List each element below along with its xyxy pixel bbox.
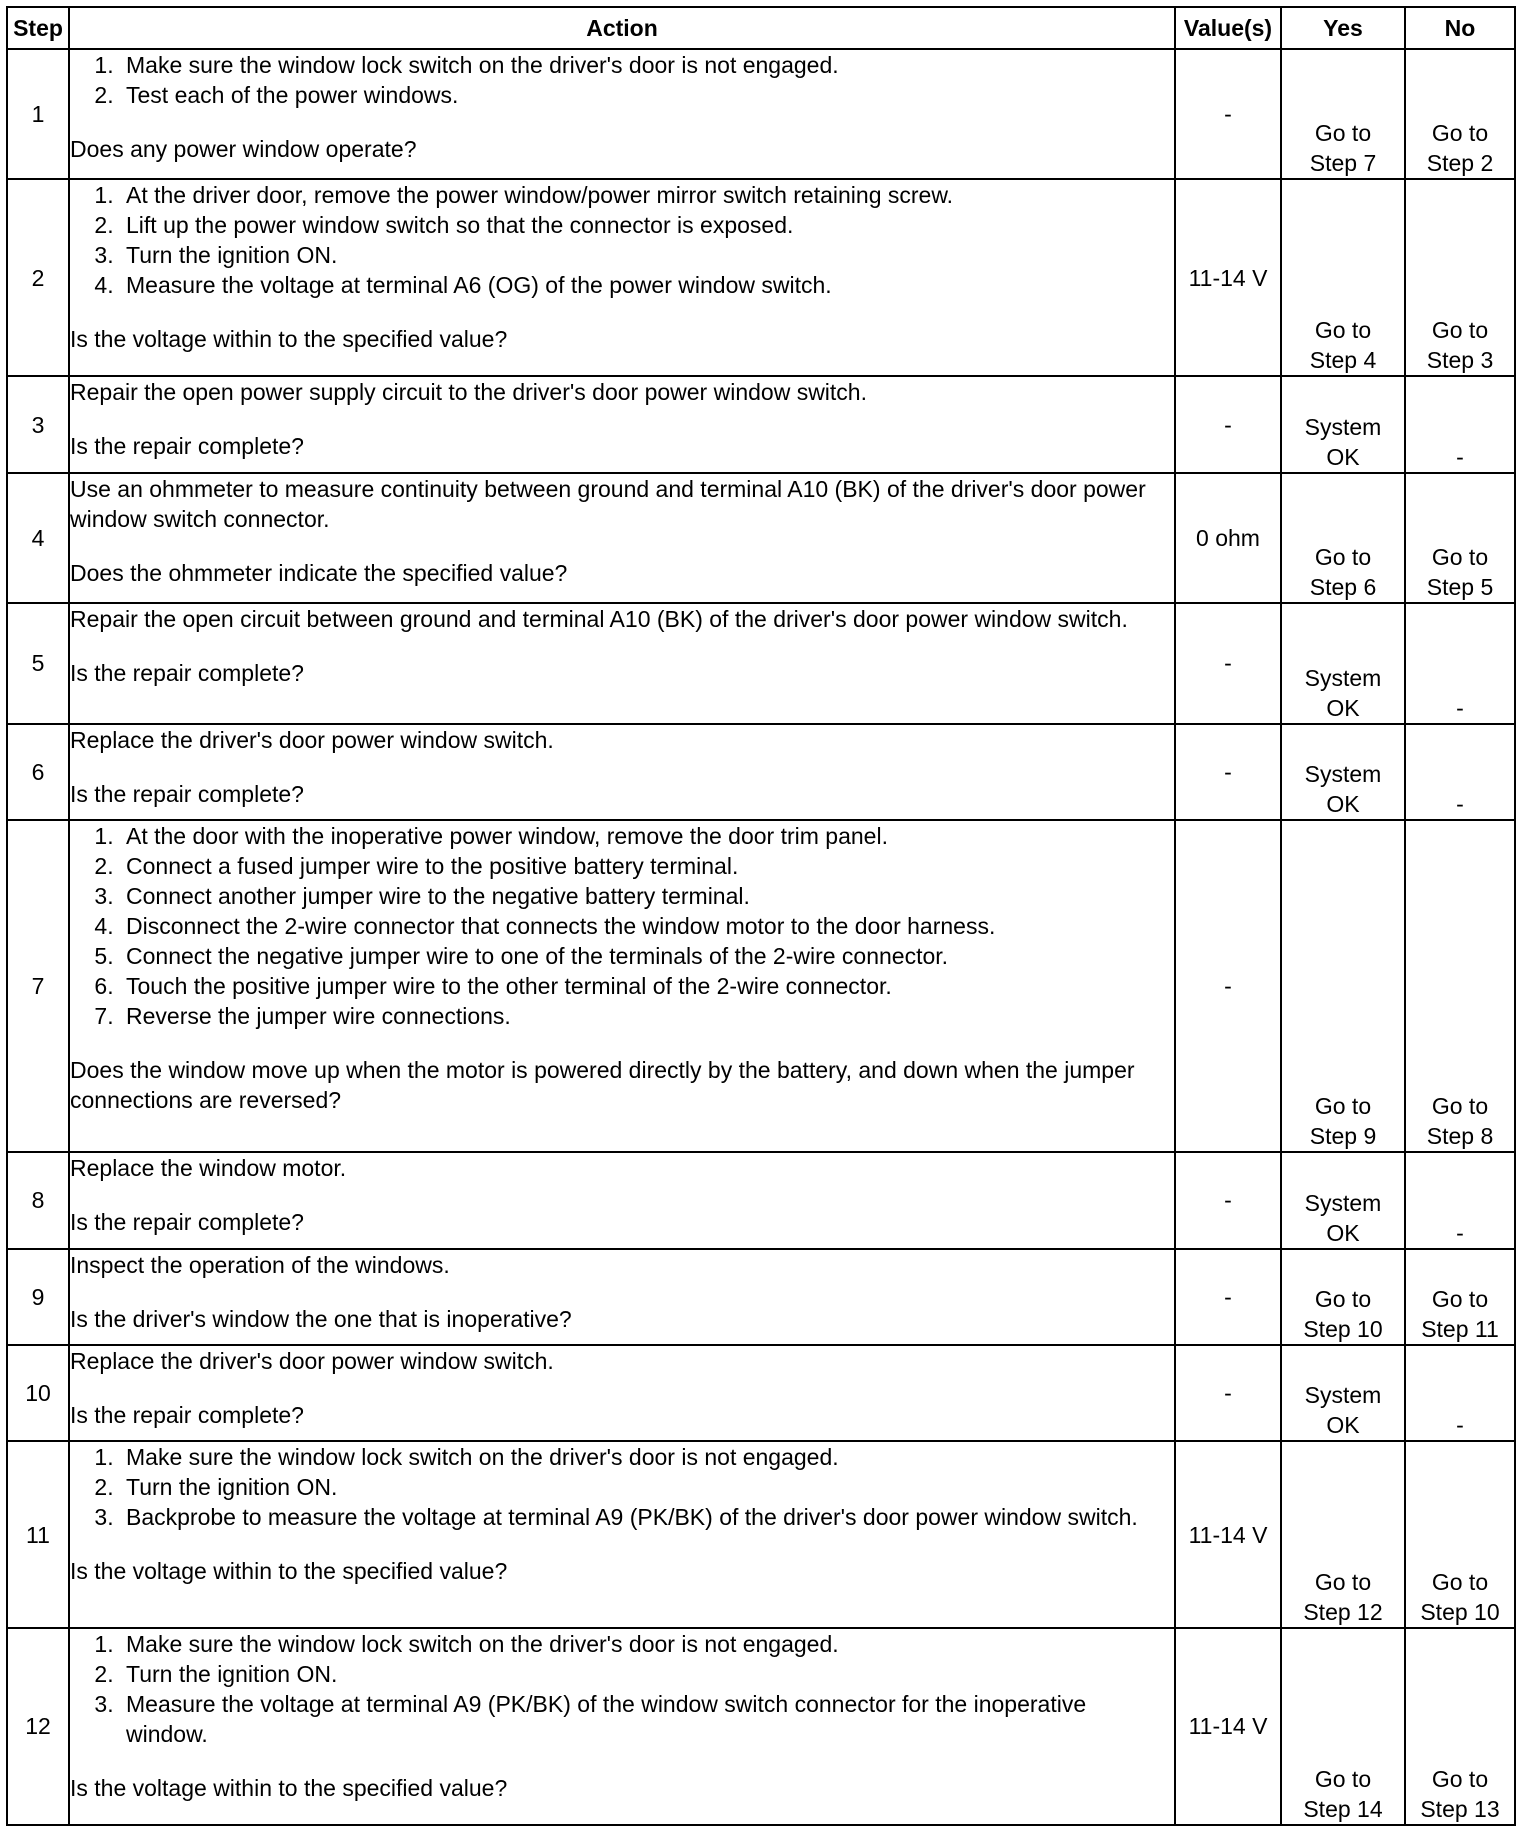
yes-line: OK bbox=[1326, 1412, 1360, 1439]
yes-line: OK bbox=[1326, 694, 1360, 721]
no-cell bbox=[1405, 1441, 1515, 1627]
no-line: Step 10 bbox=[1420, 1598, 1500, 1625]
action-step: 2. Turn the ignition ON. bbox=[120, 1659, 1174, 1689]
action-question: Is the repair complete? bbox=[70, 433, 304, 460]
no-line bbox=[1406, 412, 1514, 442]
yes-line: Step 12 bbox=[1303, 1598, 1383, 1625]
value-cell: - bbox=[1175, 603, 1281, 724]
table-row bbox=[7, 473, 1515, 603]
yes-cell bbox=[1281, 1345, 1405, 1441]
no-cell bbox=[1405, 1628, 1515, 1825]
action-step: 4. Measure the voltage at terminal A6 (OG) of the power window switch. bbox=[120, 270, 1174, 300]
action-cell bbox=[69, 1628, 1175, 1825]
action-step: 2. Turn the ignition ON. bbox=[120, 1472, 1174, 1502]
value-cell: - bbox=[1175, 1152, 1281, 1248]
value-cell: - bbox=[1175, 376, 1281, 472]
action-step: 5. Connect the negative jumper wire to one of the terminals of the 2-wire connector. bbox=[120, 941, 1174, 971]
header-step: Step bbox=[7, 7, 69, 49]
yes-cell bbox=[1281, 820, 1405, 1152]
table-row bbox=[7, 603, 1515, 724]
action-question: Does the ohmmeter indicate the specified value? bbox=[70, 559, 568, 586]
table-row bbox=[7, 1441, 1515, 1627]
no-line: - bbox=[1456, 791, 1464, 818]
yes-cell bbox=[1281, 1441, 1405, 1627]
action-step: 1. At the driver door, remove the power window/power mirror switch retaining screw. bbox=[120, 180, 1174, 210]
table-row bbox=[7, 724, 1515, 820]
action-question: Is the repair complete? bbox=[70, 1402, 304, 1429]
step-number: 2 bbox=[7, 179, 69, 376]
step-number: 3 bbox=[7, 376, 69, 472]
table-row bbox=[7, 1345, 1515, 1441]
action-cell bbox=[69, 820, 1175, 1152]
action-step: 2. Test each of the power windows. bbox=[120, 80, 1174, 110]
no-line: Go to bbox=[1431, 317, 1489, 344]
no-cell bbox=[1405, 49, 1515, 179]
action-step: 3. Turn the ignition ON. bbox=[120, 240, 1174, 270]
yes-line: System bbox=[1304, 1189, 1382, 1216]
table-row bbox=[7, 49, 1515, 179]
action-step: 3. Connect another jumper wire to the negative battery terminal. bbox=[120, 881, 1174, 911]
no-line: Go to bbox=[1431, 120, 1489, 147]
no-cell bbox=[1405, 820, 1515, 1152]
action-cell bbox=[69, 473, 1175, 603]
yes-line: Go to bbox=[1314, 1568, 1372, 1595]
no-line: - bbox=[1456, 1412, 1464, 1439]
step-number: 6 bbox=[7, 724, 69, 820]
step-number: 1 bbox=[7, 49, 69, 179]
yes-line: Step 14 bbox=[1303, 1796, 1383, 1822]
table-row bbox=[7, 1628, 1515, 1825]
yes-line: Step 9 bbox=[1309, 1123, 1377, 1150]
action-steps bbox=[70, 1629, 1174, 1749]
step-number: 10 bbox=[7, 1345, 69, 1441]
no-line: Go to bbox=[1431, 543, 1489, 570]
yes-line: Go to bbox=[1314, 543, 1372, 570]
no-line: - bbox=[1456, 1219, 1464, 1246]
yes-line: Go to bbox=[1314, 317, 1372, 344]
yes-cell bbox=[1281, 49, 1405, 179]
yes-line: System bbox=[1304, 664, 1382, 691]
action-cell bbox=[69, 179, 1175, 376]
no-cell bbox=[1405, 724, 1515, 820]
action-question: Is the voltage within to the specified value? bbox=[70, 1558, 508, 1585]
no-line: Go to bbox=[1431, 1568, 1489, 1595]
action-question: Is the voltage within to the specified value? bbox=[70, 1774, 508, 1801]
step-number: 7 bbox=[7, 820, 69, 1152]
action-cell bbox=[69, 49, 1175, 179]
value-cell: 11-14 V bbox=[1175, 1628, 1281, 1825]
no-cell bbox=[1405, 376, 1515, 472]
action-question: Is the repair complete? bbox=[70, 780, 304, 807]
no-line: Step 5 bbox=[1426, 573, 1494, 600]
action-steps bbox=[70, 1442, 1174, 1532]
header-row bbox=[7, 7, 1515, 49]
no-line: Go to bbox=[1431, 1766, 1489, 1792]
header-yes: Yes bbox=[1281, 7, 1405, 49]
yes-line: System bbox=[1304, 413, 1382, 440]
action-step: 2. Lift up the power window switch so that the connector is exposed. bbox=[120, 210, 1174, 240]
yes-cell bbox=[1281, 724, 1405, 820]
header-values: Value(s) bbox=[1175, 7, 1281, 49]
no-line: Step 13 bbox=[1420, 1796, 1500, 1822]
table-row bbox=[7, 1249, 1515, 1345]
yes-cell bbox=[1281, 1628, 1405, 1825]
table-row bbox=[7, 820, 1515, 1152]
yes-line: Step 10 bbox=[1303, 1316, 1383, 1343]
action-step: 3. Measure the voltage at terminal A9 (PK/BK) of the window switch connector for the inoperative window. bbox=[120, 1689, 1174, 1749]
table-body bbox=[7, 49, 1515, 1825]
no-cell bbox=[1405, 1345, 1515, 1441]
action-question: Does any power window operate? bbox=[70, 136, 417, 162]
header-action: Action bbox=[69, 7, 1175, 49]
yes-cell bbox=[1281, 179, 1405, 376]
action-step: 3. Backprobe to measure the voltage at terminal A9 (PK/BK) of the driver's door power window switch. bbox=[120, 1502, 1174, 1532]
no-line: Go to bbox=[1431, 1093, 1489, 1120]
table-row bbox=[7, 1152, 1515, 1248]
action-step: 4. Disconnect the 2-wire connector that connects the window motor to the door harness. bbox=[120, 911, 1174, 941]
action-cell bbox=[69, 1152, 1175, 1248]
yes-line: OK bbox=[1326, 791, 1360, 818]
action-steps bbox=[70, 50, 1174, 110]
action-step: 1. Make sure the window lock switch on the driver's door is not engaged. bbox=[120, 50, 1174, 80]
no-cell bbox=[1405, 603, 1515, 724]
value-cell: - bbox=[1175, 724, 1281, 820]
action-text: Inspect the operation of the windows. bbox=[70, 1251, 450, 1278]
yes-line: Step 7 bbox=[1309, 150, 1377, 177]
yes-line: OK bbox=[1326, 1219, 1360, 1246]
action-text: Use an ohmmeter to measure continuity between ground and terminal A10 (BK) of the driver's door power window switch connector. bbox=[70, 475, 1146, 532]
action-text: Replace the driver's door power window switch. bbox=[70, 1348, 554, 1375]
value-cell: 0 ohm bbox=[1175, 473, 1281, 603]
yes-line: Go to bbox=[1314, 1766, 1372, 1792]
action-cell bbox=[69, 1441, 1175, 1627]
action-text: Replace the driver's door power window switch. bbox=[70, 726, 554, 753]
yes-line: System bbox=[1304, 761, 1382, 788]
action-cell bbox=[69, 724, 1175, 820]
value-cell: - bbox=[1175, 1345, 1281, 1441]
action-step: 1. At the door with the inoperative power window, remove the door trim panel. bbox=[120, 821, 1174, 851]
header-no: No bbox=[1405, 7, 1515, 49]
action-step: 6. Touch the positive jumper wire to the other terminal of the 2-wire connector. bbox=[120, 971, 1174, 1001]
no-line: Step 11 bbox=[1421, 1316, 1499, 1343]
action-step: 1. Make sure the window lock switch on the driver's door is not engaged. bbox=[120, 1629, 1174, 1659]
step-number: 4 bbox=[7, 473, 69, 603]
action-cell bbox=[69, 603, 1175, 724]
yes-cell bbox=[1281, 1152, 1405, 1248]
no-line: - bbox=[1456, 443, 1464, 470]
no-line bbox=[1406, 663, 1514, 693]
table-row bbox=[7, 179, 1515, 376]
action-cell bbox=[69, 376, 1175, 472]
yes-line: Step 6 bbox=[1309, 573, 1377, 600]
action-question: Does the window move up when the motor is powered directly by the battery, and down when the jumper connections are reversed? bbox=[70, 1057, 1135, 1114]
action-step: 1. Make sure the window lock switch on the driver's door is not engaged. bbox=[120, 1442, 1174, 1472]
yes-cell bbox=[1281, 376, 1405, 472]
step-number: 8 bbox=[7, 1152, 69, 1248]
action-question: Is the repair complete? bbox=[70, 659, 304, 686]
yes-line: Go to bbox=[1314, 120, 1372, 147]
no-cell bbox=[1405, 1249, 1515, 1345]
yes-line: Go to bbox=[1314, 1286, 1372, 1313]
yes-line: OK bbox=[1326, 443, 1360, 470]
no-cell bbox=[1405, 473, 1515, 603]
action-text: Replace the window motor. bbox=[70, 1155, 347, 1182]
action-text: Repair the open circuit between ground and terminal A10 (BK) of the driver's door power window switch. bbox=[70, 605, 1128, 632]
action-cell bbox=[69, 1345, 1175, 1441]
action-question: Is the repair complete? bbox=[70, 1209, 304, 1236]
yes-line: Go to bbox=[1314, 1093, 1372, 1120]
no-cell bbox=[1405, 179, 1515, 376]
no-line: Step 8 bbox=[1426, 1123, 1494, 1150]
step-number: 5 bbox=[7, 603, 69, 724]
no-line bbox=[1406, 1380, 1514, 1410]
action-steps bbox=[70, 821, 1174, 1031]
action-step: 7. Reverse the jumper wire connections. bbox=[120, 1001, 1174, 1031]
value-cell: 11-14 V bbox=[1175, 179, 1281, 376]
value-cell: - bbox=[1175, 49, 1281, 179]
value-cell: 11-14 V bbox=[1175, 1441, 1281, 1627]
action-step: 2. Connect a fused jumper wire to the positive battery terminal. bbox=[120, 851, 1174, 881]
step-number: 9 bbox=[7, 1249, 69, 1345]
value-cell: - bbox=[1175, 1249, 1281, 1345]
no-line: Go to bbox=[1431, 1286, 1489, 1313]
step-number: 12 bbox=[7, 1628, 69, 1825]
yes-cell bbox=[1281, 603, 1405, 724]
action-steps bbox=[70, 180, 1174, 300]
step-number: 11 bbox=[7, 1441, 69, 1627]
no-line bbox=[1406, 759, 1514, 789]
yes-line: System bbox=[1304, 1382, 1382, 1409]
no-line bbox=[1406, 1188, 1514, 1218]
yes-cell bbox=[1281, 473, 1405, 603]
no-line: - bbox=[1456, 694, 1464, 721]
yes-cell bbox=[1281, 1249, 1405, 1345]
no-line: Step 3 bbox=[1426, 347, 1494, 374]
yes-line: Step 4 bbox=[1309, 347, 1377, 374]
no-cell bbox=[1405, 1152, 1515, 1248]
table-row bbox=[7, 376, 1515, 472]
action-question: Is the driver's window the one that is inoperative? bbox=[70, 1305, 572, 1332]
action-question: Is the voltage within to the specified value? bbox=[70, 326, 508, 353]
diagnostic-table bbox=[6, 6, 1516, 1826]
value-cell: - bbox=[1175, 820, 1281, 1152]
no-line: Step 2 bbox=[1426, 150, 1494, 177]
action-text: Repair the open power supply circuit to the driver's door power window switch. bbox=[70, 379, 867, 406]
action-cell bbox=[69, 1249, 1175, 1345]
